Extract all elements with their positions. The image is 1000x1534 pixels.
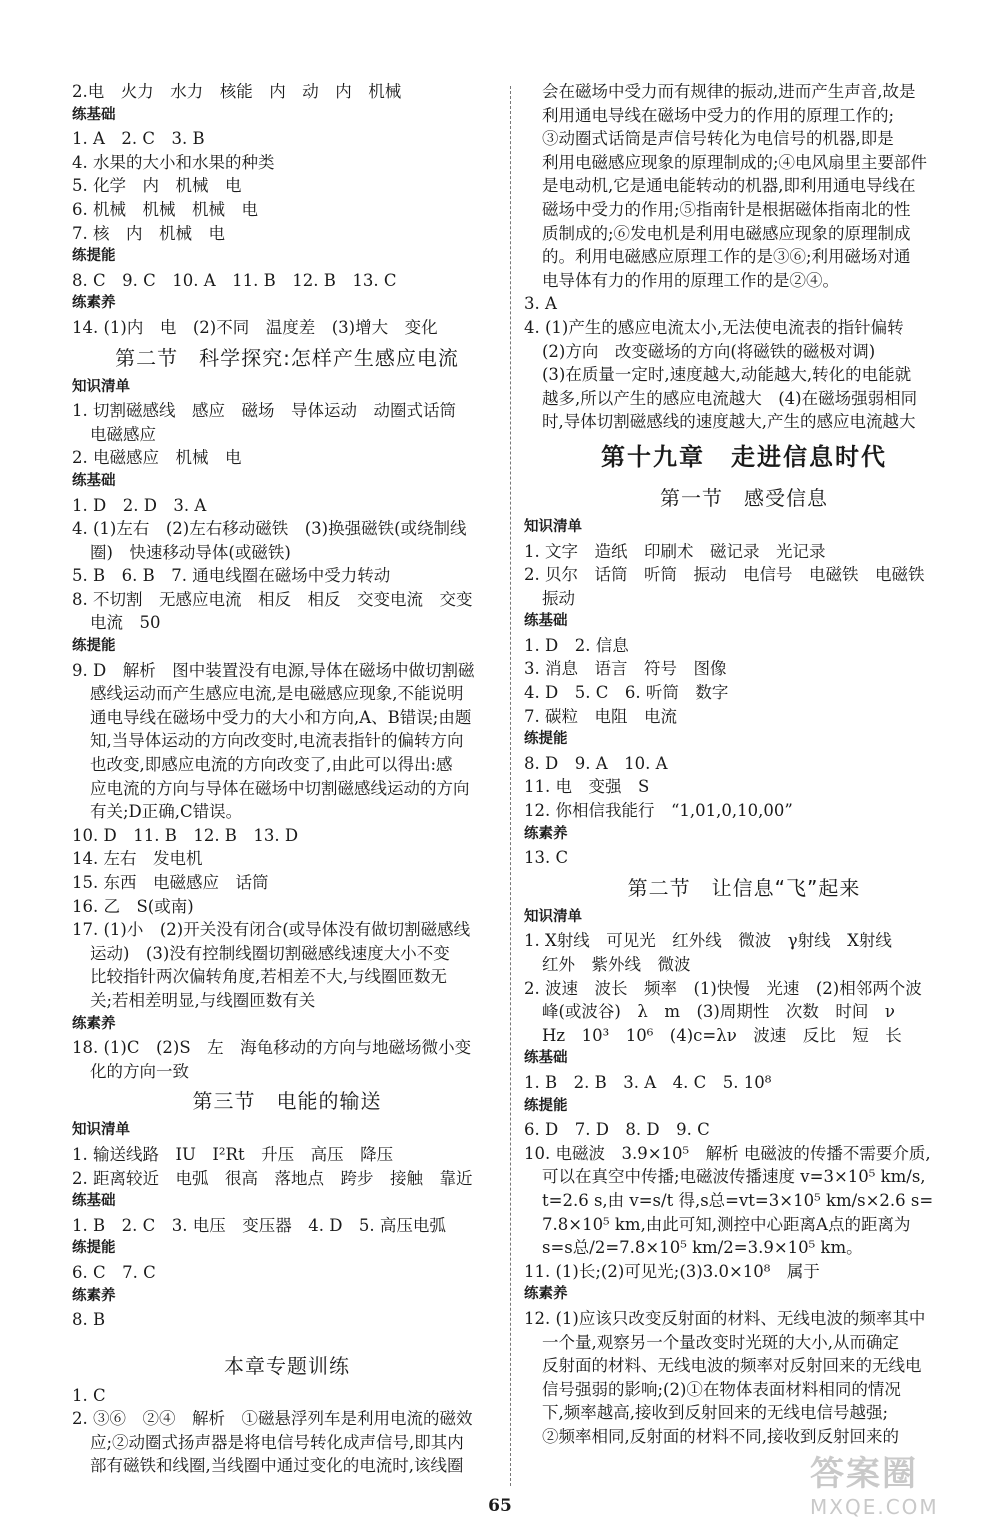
answer-line: 知,当导体运动的方向改变时,电流表指针的偏转方向 bbox=[90, 731, 464, 751]
answer-line: 一个量,观察另一个量改变时光斑的大小,从而确定 bbox=[542, 1332, 899, 1352]
answer-line: 1. B 2. B 3. A 4. C 5. 10⁸ bbox=[524, 1072, 772, 1092]
answer-line: 1. C bbox=[72, 1385, 106, 1405]
subsection-label: 练素养 bbox=[72, 295, 116, 312]
subsection-label: 练提能 bbox=[524, 731, 568, 748]
answer-line: 6. 机械 机械 机械 电 bbox=[72, 199, 258, 219]
answer-line: 5. B 6. B 7. 通电线圈在磁场中受力转动 bbox=[72, 566, 391, 586]
answer-line: 1. B 2. C 3. 电压 变压器 4. D 5. 高压电弧 bbox=[72, 1215, 446, 1235]
answer-line: 11. 电 变强 S bbox=[524, 777, 650, 797]
answer-line: 可以在真空中传播;电磁波传播速度 v=3×10⁵ km/s, bbox=[542, 1167, 926, 1187]
answer-line: 部有磁铁和线圈,当线圈中通过变化的电流时,该线圈 bbox=[90, 1456, 464, 1476]
answer-line: s=s总/2=7.8×10⁵ km/2=3.9×10⁵ km。 bbox=[542, 1238, 863, 1258]
subsection-label: 知识清单 bbox=[524, 908, 582, 925]
subsection-label: 练提能 bbox=[524, 1097, 568, 1114]
answer-line: t=2.6 s,由 v=s/t 得,s总=vt=3×10⁵ km/s×2.6 s= bbox=[542, 1190, 934, 1210]
answer-line: 峰(或波谷) λ m (3)周期性 次数 时间 ν bbox=[542, 1002, 895, 1022]
answer-line: 电流 50 bbox=[90, 613, 161, 633]
answer-line: 7. 碳粒 电阻 电流 bbox=[524, 706, 677, 726]
answer-line: 3. A bbox=[524, 294, 557, 314]
spacer bbox=[72, 1332, 502, 1348]
answer-line: 通电导线在磁场中受力的大小和方向,A、B错误;由题 bbox=[90, 707, 472, 727]
answer-line: 感线运动而产生感应电流,是电磁感应现象,不能说明 bbox=[90, 684, 464, 704]
answer-line: 2. 波速 波长 频率 (1)快慢 光速 (2)相邻两个波 bbox=[524, 978, 922, 998]
subsection-label: 练基础 bbox=[72, 1193, 116, 1210]
subsection-label: 知识清单 bbox=[72, 1122, 130, 1139]
answer-line: 的。利用电磁感应原理工作的是③⑥;利用磁场对通 bbox=[542, 247, 911, 267]
answer-line: 6. C 7. C bbox=[72, 1262, 156, 1282]
section-heading: 第三节 电能的输送 bbox=[192, 1089, 382, 1114]
answer-line: 电导体有力的作用的原理工作的是②④。 bbox=[542, 270, 839, 290]
answer-line: ②频率相同,反射面的材料不同,接收到反射回来的 bbox=[542, 1426, 899, 1446]
answer-line: 4. (1)产生的感应电流太小,无法使电流表的指针偏转 bbox=[524, 317, 904, 337]
answer-line: 12. (1)应该只改变反射面的材料、无线电波的频率其中 bbox=[524, 1308, 926, 1328]
answer-line: 1. 输送线路 IU I²Rt 升压 高压 降压 bbox=[72, 1144, 394, 1164]
answer-line: 6. D 7. D 8. D 9. C bbox=[524, 1120, 710, 1140]
answer-line: 2. ③⑥ ②④ 解析 ①磁悬浮列车是利用电流的磁效 bbox=[72, 1409, 473, 1429]
answer-line: 有关;D正确,C错误。 bbox=[90, 802, 243, 822]
subsection-label: 练素养 bbox=[72, 1015, 116, 1032]
answer-line: 2. 贝尔 话筒 听筒 振动 电信号 电磁铁 电磁铁 bbox=[524, 565, 925, 585]
answer-line: 下,频率越高,接收到反射回来的无线电信号越强; bbox=[542, 1403, 889, 1423]
answer-line: 1. D 2. 信息 bbox=[524, 635, 629, 655]
subsection-label: 练素养 bbox=[72, 1287, 116, 1304]
subsection-label: 练素养 bbox=[524, 825, 568, 842]
answer-line: Hz 10³ 10⁶ (4)c=λν 波速 反比 短 长 bbox=[542, 1025, 902, 1045]
answer-line: 1. A 2. C 3. B bbox=[72, 129, 205, 149]
left-column bbox=[72, 80, 502, 1478]
subsection-label: 练基础 bbox=[72, 106, 116, 123]
section-heading: 第二节 科学探究:怎样产生感应电流 bbox=[115, 345, 459, 370]
answer-line: 圈) 快速移动导体(或磁铁) bbox=[90, 542, 291, 562]
subsection-label: 练素养 bbox=[524, 1286, 568, 1303]
answer-line: 2. 电磁感应 机械 电 bbox=[72, 448, 242, 468]
answer-line: 信号强弱的影响;(2)①在物体表面材料相同的情况 bbox=[542, 1379, 901, 1399]
answer-line: 8. D 9. A 10. A bbox=[524, 753, 668, 773]
section-heading: 第一节 感受信息 bbox=[660, 485, 828, 510]
answer-line: 15. 东西 电磁感应 话筒 bbox=[72, 873, 269, 892]
answer-line: 质制成的;⑥发电机是利用电磁感应现象的原理制成 bbox=[542, 223, 911, 243]
answer-line: 8. B bbox=[72, 1310, 106, 1330]
answer-line: 反射面的材料、无线电波的频率对反射回来的无线电 bbox=[542, 1356, 922, 1376]
answer-line: 会在磁场中受力而有规律的振动,进而产生声音,故是 bbox=[542, 82, 916, 101]
answer-line: 是电动机,它是通电能转动的机器,即利用通电导线在 bbox=[542, 176, 916, 196]
answer-line: (2)方向 改变磁场的方向(将磁铁的磁极对调) bbox=[542, 341, 876, 361]
subsection-label: 练提能 bbox=[72, 248, 116, 265]
answer-line: 17. (1)小 (2)开关没有闭合(或导体没有做切割磁感线 bbox=[72, 920, 471, 940]
answer-line: 8. 不切割 无感应电流 相反 相反 交变电流 交变 bbox=[72, 589, 473, 609]
answer-line: 4. 水果的大小和水果的种类 bbox=[72, 152, 275, 172]
answer-line: 1. 文字 造纸 印刷术 磁记录 光记录 bbox=[524, 541, 826, 561]
answer-line: 1. X射线 可见光 红外线 微波 γ射线 X射线 bbox=[524, 931, 892, 951]
answer-line: 4. D 5. C 6. 听筒 数字 bbox=[524, 683, 729, 703]
answer-line: 应;②动圈式扬声器是将电信号转化成声信号,即其内 bbox=[90, 1432, 464, 1452]
watermark-url: MXQE.COM bbox=[810, 1495, 939, 1519]
answer-line: 红外 紫外线 微波 bbox=[542, 955, 691, 974]
answer-line: 10. D 11. B 12. B 13. D bbox=[72, 825, 299, 845]
answer-line: 关;若相差明显,与线圈匝数有关 bbox=[90, 990, 316, 1010]
answer-line: 8. C 9. C 10. A 11. B 12. B 13. C bbox=[72, 270, 397, 290]
answer-line: 越多,所以产生的感应电流越大 (4)在磁场强弱相同 bbox=[542, 388, 918, 408]
answer-line: 11. (1)长;(2)可见光;(3)3.0×10⁸ 属于 bbox=[524, 1261, 820, 1281]
answer-line: ③动圈式话筒是声信号转化为电信号的机器,即是 bbox=[542, 129, 894, 149]
answer-line: 利用通电导线在磁场中受力的作用的原理工作的; bbox=[542, 105, 895, 125]
answer-line: 应电流的方向与导体在磁场中切割磁感线运动的方向 bbox=[90, 778, 470, 798]
subsection-label: 练提能 bbox=[72, 638, 116, 655]
answer-line: 2. 距离较近 电弧 很高 落地点 跨步 接触 靠近 bbox=[72, 1168, 473, 1188]
answer-line: 7. 核 内 机械 电 bbox=[72, 223, 225, 243]
subsection-label: 知识清单 bbox=[524, 518, 582, 535]
answer-line: 电磁感应 bbox=[90, 424, 156, 444]
watermark-logo bbox=[810, 1446, 980, 1522]
answer-line: 5. 化学 内 机械 电 bbox=[72, 176, 242, 196]
answer-line: 18. (1)C (2)S 左 海龟移动的方向与地磁场微小变 bbox=[72, 1038, 472, 1058]
answer-line: 比较指针两次偏转角度,若相差不大,与线圈匝数无 bbox=[90, 967, 447, 987]
answer-line: 14. (1)内 电 (2)不同 温度差 (3)增大 变化 bbox=[72, 317, 438, 337]
answer-line: 1. D 2. D 3. A bbox=[72, 495, 207, 515]
subsection-label: 练提能 bbox=[72, 1240, 116, 1257]
right-column bbox=[524, 80, 964, 1448]
answer-line: 振动 bbox=[542, 588, 575, 608]
answer-line: (3)在质量一定时,速度越大,动能越大,转化的电能就 bbox=[542, 365, 912, 385]
answer-line: 也改变,即感应电流的方向改变了,由此可以得出:感 bbox=[90, 755, 453, 775]
answer-line: 10. 电磁波 3.9×10⁵ 解析 电磁波的传播不需要介质, bbox=[524, 1143, 931, 1163]
section-heading: 本章专题训练 bbox=[224, 1353, 350, 1378]
answer-line: 化的方向一致 bbox=[90, 1061, 189, 1081]
answer-line: 4. (1)左右 (2)左右移动磁铁 (3)换强磁铁(或绕制线 bbox=[72, 519, 467, 539]
answer-line: 利用电磁感应现象的原理制成的;④电风扇里主要部件 bbox=[542, 152, 928, 172]
watermark-text: 答案圈 bbox=[810, 1454, 918, 1494]
answer-line: 14. 左右 发电机 bbox=[72, 849, 203, 869]
answer-line: 7.8×10⁵ km,由此可知,测控中心距离A点的距离为 bbox=[542, 1214, 911, 1234]
answer-line: 9. D 解析 图中装置没有电源,导体在磁场中做切割磁 bbox=[72, 660, 475, 680]
subsection-label: 练基础 bbox=[524, 1050, 568, 1067]
answer-line: 2.电 火力 水力 核能 内 动 内 机械 bbox=[72, 82, 402, 101]
column-divider bbox=[510, 86, 511, 1486]
answer-line: 运动) (3)没有控制线圈切割磁感线速度大小不变 bbox=[90, 943, 450, 963]
subsection-label: 练基础 bbox=[72, 472, 116, 489]
answer-line: 16. 乙 S(或南) bbox=[72, 896, 194, 916]
answer-line: 13. C bbox=[524, 848, 569, 868]
answer-line: 12. 你相信我能行 “1,01,0,10,00” bbox=[524, 801, 793, 821]
answer-line: 3. 消息 语言 符号 图像 bbox=[524, 659, 727, 679]
section-heading: 第二节 让信息“飞”起来 bbox=[627, 875, 861, 900]
chapter-heading: 第十九章 走进信息时代 bbox=[601, 442, 887, 471]
page-number: 65 bbox=[488, 1496, 512, 1516]
subsection-label: 知识清单 bbox=[72, 378, 130, 395]
answer-line: 时,导体切割磁感线的速度越大,产生的感应电流越大 bbox=[542, 412, 916, 432]
answer-line: 1. 切割磁感线 感应 磁场 导体运动 动圈式话筒 bbox=[72, 401, 456, 421]
answer-line: 磁场中受力的作用;⑤指南针是根据磁体指南北的性 bbox=[542, 199, 911, 219]
subsection-label: 练基础 bbox=[524, 613, 568, 630]
